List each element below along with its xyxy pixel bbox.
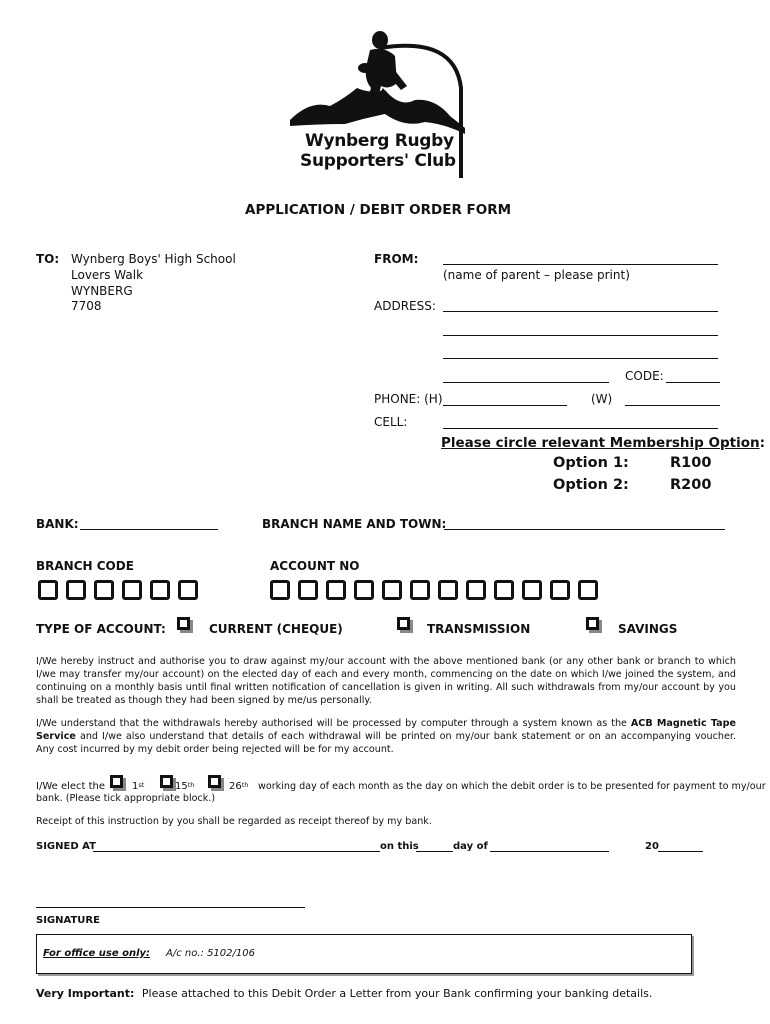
elect-pre: I/We elect the	[36, 781, 106, 792]
to-label: TO:	[36, 252, 60, 266]
account-no-digit[interactable]	[270, 580, 290, 600]
acb-paragraph-pre: I/We understand that the withdrawals hereby authorised will be processed by computer through a system known as the	[36, 718, 631, 729]
logo-line2: Supporters' Club	[300, 151, 456, 171]
to-line-4: 7708	[71, 299, 102, 313]
day-15-num: 15	[175, 781, 188, 792]
cell-label: CELL:	[374, 415, 408, 429]
code-field[interactable]	[666, 382, 720, 383]
elect-line2: bank. (Please tick appropriate block.)	[36, 793, 216, 804]
branch-code-digit[interactable]	[150, 580, 170, 600]
option-2-label[interactable]: Option 2:	[553, 477, 629, 493]
branch-code-boxes	[38, 580, 206, 600]
day-26-label	[229, 781, 248, 792]
day-26-num: 26	[229, 781, 242, 792]
on-this-field[interactable]	[416, 851, 453, 852]
acb-paragraph-bold: ACB Magnetic Tape Service	[36, 718, 736, 742]
club-logo	[285, 28, 470, 186]
account-no-digit[interactable]	[326, 580, 346, 600]
account-no-digit[interactable]	[354, 580, 374, 600]
day-1-num: 1	[132, 781, 139, 792]
day-1-label	[132, 781, 144, 792]
year-label: 20	[645, 841, 659, 852]
phone-h-field[interactable]	[443, 405, 567, 406]
important-label: Very Important:	[36, 987, 135, 1000]
phone-w-label: (W)	[591, 392, 613, 406]
from-hint: (name of parent – please print)	[443, 268, 630, 282]
account-no-digit[interactable]	[494, 580, 514, 600]
phone-h-label: PHONE: (H)	[374, 392, 443, 406]
from-name-field[interactable]	[443, 264, 718, 265]
day-of-field[interactable]	[490, 851, 609, 852]
cell-field[interactable]	[443, 428, 718, 429]
account-no-digit[interactable]	[410, 580, 430, 600]
current-checkbox[interactable]	[177, 617, 190, 630]
option-2-price: R200	[670, 477, 712, 493]
important-note	[36, 987, 652, 1000]
branch-code-digit[interactable]	[94, 580, 114, 600]
branch-code-label: BRANCH CODE	[36, 559, 134, 573]
day-26-sup: th	[241, 781, 249, 789]
code-label: CODE:	[625, 369, 664, 383]
account-no-digit[interactable]	[382, 580, 402, 600]
membership-heading	[441, 435, 765, 451]
transmission-option: TRANSMISSION	[427, 622, 531, 636]
savings-option: SAVINGS	[618, 622, 678, 636]
branch-code-digit[interactable]	[178, 580, 198, 600]
address-field-1[interactable]	[443, 311, 718, 312]
savings-checkbox[interactable]	[586, 617, 599, 630]
signed-at-field[interactable]	[93, 851, 380, 852]
address-label: ADDRESS:	[374, 299, 436, 313]
on-this-label: on this	[380, 841, 419, 852]
membership-heading-colon: :	[759, 435, 766, 451]
address-field-4[interactable]	[443, 382, 609, 383]
account-no-digit[interactable]	[578, 580, 598, 600]
account-no-digit[interactable]	[466, 580, 486, 600]
elect-post: working day of each month as the day on which the debit order is to be presented for payment to my/our	[258, 781, 766, 792]
form-title: APPLICATION / DEBIT ORDER FORM	[245, 202, 512, 218]
branch-town-field[interactable]	[444, 529, 725, 530]
account-no-label: ACCOUNT NO	[270, 559, 360, 573]
acb-paragraph	[36, 717, 736, 756]
account-no-digit[interactable]	[298, 580, 318, 600]
day-15-label	[175, 781, 194, 792]
current-option: CURRENT (CHEQUE)	[209, 622, 343, 636]
day-of-label: day of	[453, 841, 488, 852]
office-use-label: For office use only:	[43, 948, 151, 959]
branch-town-label: BRANCH NAME AND TOWN:	[262, 517, 447, 531]
day-26-checkbox[interactable]	[208, 775, 221, 788]
office-ac-no: A/c no.: 5102/106	[166, 948, 255, 959]
phone-w-field[interactable]	[625, 405, 720, 406]
receipt-text: Receipt of this instruction by you shall be regarded as receipt thereof by my bank.	[36, 816, 432, 827]
signature-field[interactable]	[36, 907, 305, 908]
day-15-checkbox[interactable]	[160, 775, 173, 788]
important-text: Please attached to this Debit Order a Letter from your Bank confirming your banking details.	[141, 987, 653, 1000]
address-field-2[interactable]	[443, 335, 718, 336]
bank-field[interactable]	[80, 529, 218, 530]
branch-code-digit[interactable]	[66, 580, 86, 600]
bank-label: BANK:	[36, 517, 79, 531]
logo-line1: Wynberg Rugby	[305, 131, 454, 151]
to-line-2: Lovers Walk	[71, 268, 144, 282]
option-1-price: R100	[670, 455, 712, 471]
option-1-label[interactable]: Option 1:	[553, 455, 629, 471]
day-1-sup: st	[138, 781, 145, 789]
signed-at-label: SIGNED AT	[36, 841, 96, 852]
from-label: FROM:	[374, 252, 419, 266]
day-15-sup: th	[187, 781, 195, 789]
account-type-label: TYPE OF ACCOUNT:	[36, 622, 166, 636]
transmission-checkbox[interactable]	[397, 617, 410, 630]
membership-heading-text: Please circle relevant Membership Option	[441, 435, 760, 451]
branch-code-digit[interactable]	[122, 580, 142, 600]
signature-label: SIGNATURE	[36, 915, 100, 926]
account-no-boxes	[270, 580, 606, 600]
branch-code-digit[interactable]	[38, 580, 58, 600]
authorisation-paragraph: I/We hereby instruct and authorise you to draw against my/our account with the above mentioned bank (or any other bank or branch to which I/we may transfer my/our account) on the elected day of each and every month, commencing on the date on which I/we joined the system, and continuing on a monthly basis until final written notification of cancellation is given in writing. All such withdrawals from my/our account by you shall be treated as though they had been signed by me/us personally.	[36, 656, 736, 706]
to-line-1: Wynberg Boys' High School	[71, 252, 236, 266]
office-use-box	[36, 934, 692, 974]
day-1-checkbox[interactable]	[110, 775, 123, 788]
address-field-3[interactable]	[443, 358, 718, 359]
account-no-digit[interactable]	[438, 580, 458, 600]
to-line-3: WYNBERG	[71, 284, 133, 298]
account-no-digit[interactable]	[550, 580, 570, 600]
year-field[interactable]	[658, 851, 703, 852]
acb-paragraph-post: and I/we also understand that details of each withdrawal will be printed on my/our bank statement or on an accompanying voucher. Any cost incurred by my debit order being rejected will be for my account.	[36, 731, 736, 755]
account-no-digit[interactable]	[522, 580, 542, 600]
